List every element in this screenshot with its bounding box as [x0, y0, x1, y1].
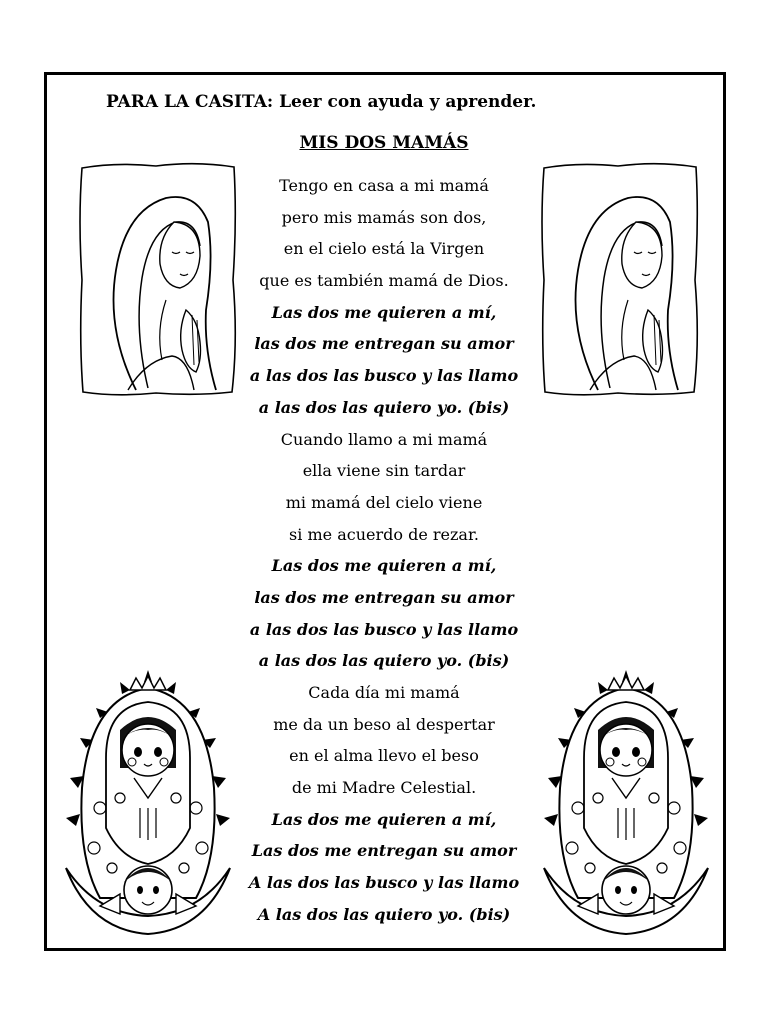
poem-verse-line: en el cielo está la Virgen: [283, 239, 485, 259]
poem-chorus-line: las dos me entregan su amor: [254, 587, 514, 607]
poem-verse-line: Cada día mi mamá: [308, 683, 460, 702]
poem-chorus-line: a las dos las quiero yo. (bis): [258, 397, 510, 417]
poem-verse-line: ella viene sin tardar: [302, 461, 466, 481]
poem-chorus-line: Las dos me quieren a mí,: [271, 302, 497, 322]
poem-title: [0, 133, 768, 153]
virgin-mary-praying-left-image: [76, 160, 240, 398]
poem-body: [200, 170, 568, 931]
poem-chorus-line: A las dos las busco y las llamo: [248, 873, 520, 893]
virgin-mary-praying-right-image: [538, 160, 702, 398]
poem-chorus-line: a las dos las busco y las llamo: [249, 619, 519, 639]
poem-chorus-line: Las dos me quieren a mí,: [271, 556, 497, 576]
poem-verse-line: mi mamá del cielo viene: [285, 492, 483, 512]
poem-chorus-line: Las dos me entregan su amor: [251, 841, 517, 861]
poem-verse-line: que es también mamá de Dios.: [259, 271, 509, 291]
poem-verse-line: pero mis mamás son dos,: [281, 207, 487, 227]
poem-chorus-line: a las dos las busco y las llamo: [249, 366, 519, 386]
poem-chorus-line: A las dos las quiero yo. (bis): [257, 904, 511, 924]
poem-verse-line: en el alma llevo el beso: [289, 746, 479, 766]
poem-chorus-line: las dos me entregan su amor: [254, 334, 514, 354]
poem-verse-line: me da un beso al despertar: [273, 714, 495, 734]
poem-verse-line: de mi Madre Celestial.: [291, 778, 477, 798]
poem-chorus-line: a las dos las quiero yo. (bis): [258, 651, 510, 671]
poem-verse-line: Cuando llamo a mi mamá: [280, 429, 488, 449]
poem-verse-line: si me acuerdo de rezar.: [289, 524, 479, 544]
poem-chorus-line: Las dos me quieren a mí,: [271, 809, 497, 829]
virgin-of-guadalupe-left-image: [60, 668, 236, 938]
page-header: PARA LA CASITA: Leer con ayuda y aprender.: [106, 92, 537, 112]
virgin-of-guadalupe-right-image: [538, 668, 714, 938]
poem-title-text: MIS DOS MAMÁS: [299, 133, 469, 153]
poem-verse-line: Tengo en casa a mi mamá: [279, 176, 489, 195]
